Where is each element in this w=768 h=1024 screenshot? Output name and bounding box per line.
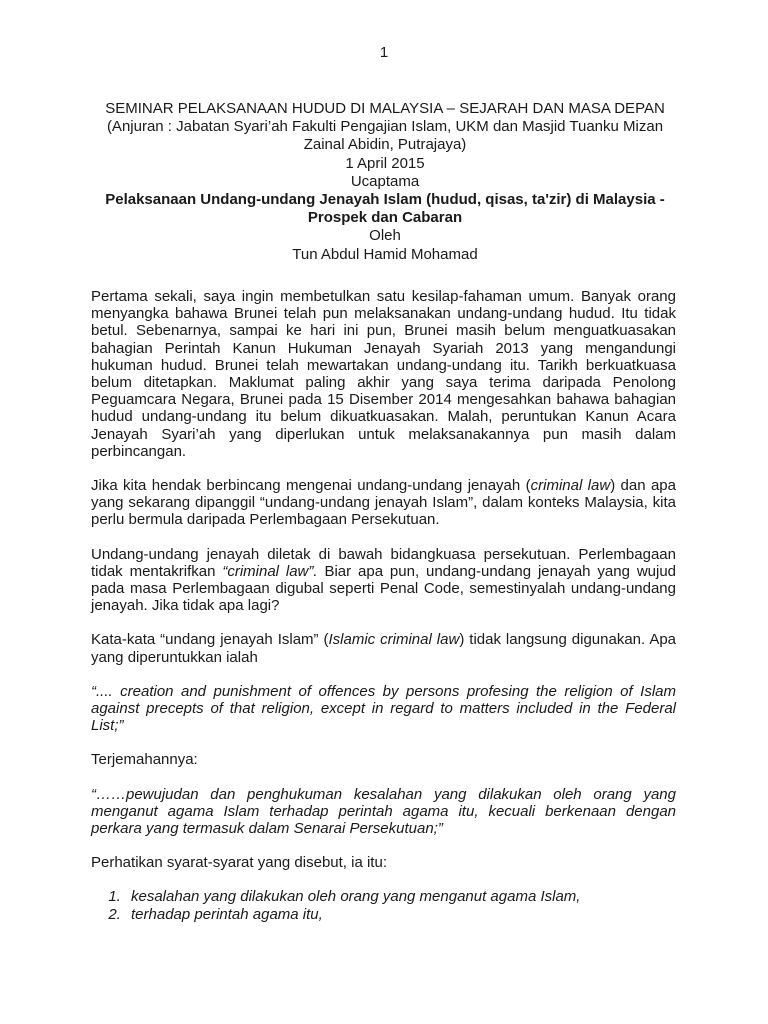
talk-title-line-1: Pelaksanaan Undang-undang Jenayah Islam (hudud, qisas, ta'zir) di Malaysia - — [105, 191, 665, 209]
paragraph-1: Pertama sekali, saya ingin membetulkan satu kesilap-fahaman umum. Banyak orang menyangka bahawa Brunei telah pun melaksanakan undang-undang hudud. Itu tidak betul. Sebenarnya, sampai ke hari ini pun, Brunei masih belum menguatkuasakan bahagian Perintah Kanun Hukuman Jenayah Syariah 2013 yang mengandungi hukuman hudud. Brunei telah mewartakan undang-undang itu. Tarikh berkuatkuasa belum ditetapkan. Maklumat paling akhir yang saya terima daripada Penolong Peguamcara Negara, Brunei pada 15 Disember 2014 mengesahkan bahawa bahagian hudud undang-undang itu belum dikuatkuasakan. Malah, peruntukan Kanun Acara Jenayah Syari’ah yang diperlukan untuk melaksanakannya pun masih dalam perbincangan. — [91, 288, 676, 460]
paragraph-3-emphasis: “criminal law”. — [222, 562, 318, 580]
conditions-intro: Perhatikan syarat-syarat yang disebut, ia itu: — [91, 854, 387, 872]
paragraph-4-emphasis: Islamic criminal law — [328, 631, 460, 649]
paragraph-4-part-b: ) tidak langsung digunakan. Apa yang diperuntukkan ialah — [91, 631, 677, 666]
paragraph-3-part-b: Biar apa pun, undang-undang jenayah yang wujud pada masa Perlembagaan digubal seperti Penal Code, semestinyalah undang-undang jenayah. Jika tidak apa lagi? — [91, 562, 677, 615]
seminar-date: 1 April 2015 — [345, 154, 425, 172]
seminar-title: SEMINAR PELAKSANAAN HUDUD DI MALAYSIA – SEJARAH DAN MASA DEPAN — [105, 100, 665, 117]
speaker-name: Tun Abdul Hamid Mohamad — [292, 245, 478, 263]
paragraph-2 — [91, 477, 676, 529]
list-item: 1. kesalahan yang dilakukan oleh orang yang menganut agama Islam, — [125, 888, 676, 905]
paragraph-2-part-b: ) dan apa yang sekarang dipanggil “undang-undang jenayah Islam”, dalam konteks Malaysia, kita perlu bermula daripada Perlembagaan Persekutuan. — [91, 477, 676, 529]
organizer-line-1: (Anjuran : Jabatan Syari’ah Fakulti Pengajian Islam, UKM dan Masjid Tuanku Mizan — [106, 118, 664, 136]
document-body — [91, 288, 676, 923]
paragraph-3-part-a: Undang-undang jenayah diletak di bawah bidangkuasa persekutuan. Perlembagaan tidak mentakrifkan — [91, 545, 676, 580]
translation-label: Terjemahannya: — [91, 751, 198, 769]
organizer-line-2: Zainal Abidin, Putrajaya) — [303, 136, 467, 154]
paragraph-2-emphasis: criminal law — [530, 477, 611, 495]
talk-type: Ucaptama — [350, 172, 420, 190]
quote-malay: “……pewujudan dan penghukuman kesalahan yang dilakukan oleh orang yang menganut agama Islam terhadap perintah agama itu, kecuali berkenaan dengan perkara yang termasuk dalam Senarai Persekutuan;” — [91, 785, 676, 838]
paragraph-4-part-a: Kata-kata “undang jenayah Islam” ( — [91, 631, 329, 649]
document-header — [80, 100, 690, 264]
page-number: 1 — [379, 44, 389, 61]
paragraph-3 — [91, 546, 676, 615]
talk-title-line-2: Prospek dan Cabaran — [307, 209, 463, 227]
by-label: Oleh — [369, 227, 401, 245]
conditions-list — [91, 888, 676, 922]
paragraph-2-part-a: Jika kita hendak berbincang mengenai undang-undang jenayah ( — [91, 477, 531, 495]
quote-english: “.... creation and punishment of offences by persons profesing the religion of Islam against precepts of that religion, except in regard to matters included in the Federal List;” — [91, 682, 676, 735]
paragraph-4 — [91, 631, 676, 665]
list-item: 2. terhadap perintah agama itu, — [125, 906, 676, 923]
